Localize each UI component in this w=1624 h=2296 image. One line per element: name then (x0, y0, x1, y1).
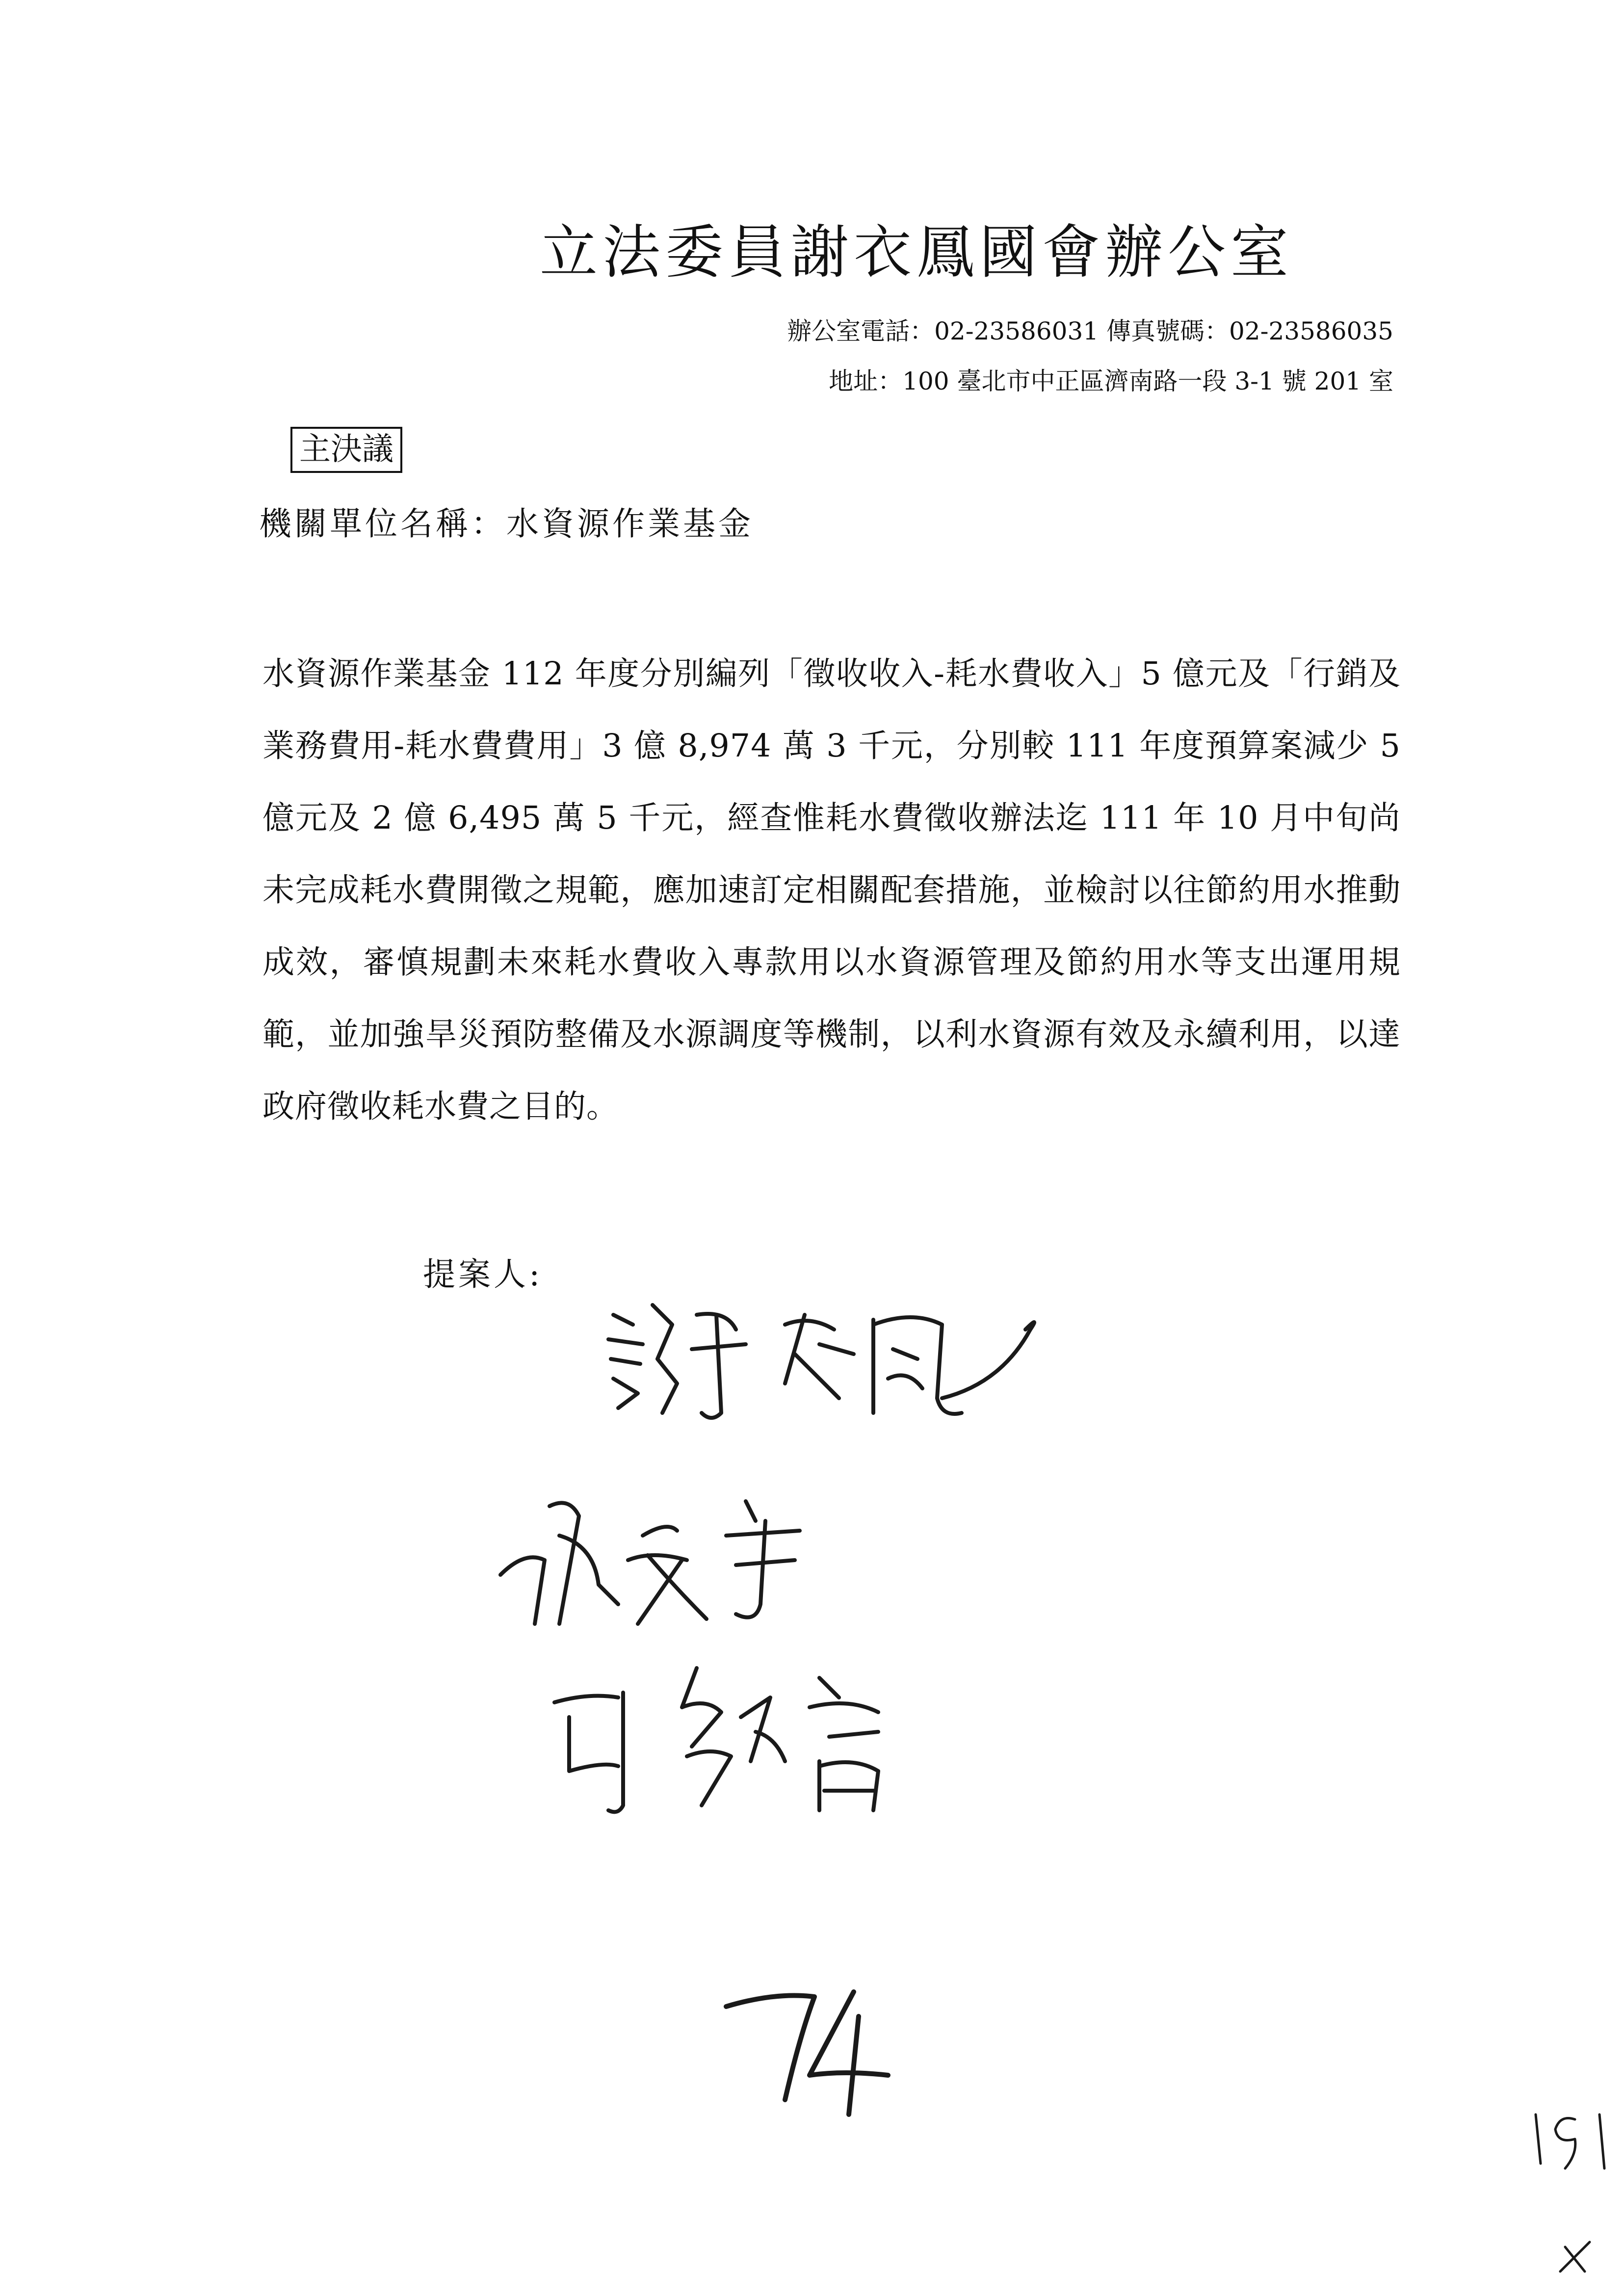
agency-name: 機關單位名稱：水資源作業基金 (259, 505, 754, 543)
handwritten-proposal-number (711, 1977, 898, 2124)
office-phone-fax: 辦公室電話：02-23586031 傳真號碼：02-23586035 (787, 317, 1393, 345)
signature-1 (599, 1285, 1050, 1433)
signature-3 (545, 1648, 917, 1825)
office-address: 地址：100 臺北市中正區濟南路一段 3-1 號 201 室 (829, 367, 1393, 395)
proposer-label: 提案人: (423, 1255, 543, 1293)
handwritten-page-number (1526, 2095, 1619, 2291)
resolution-text: 水資源作業基金 112 年度分別編列「徵收收入-耗水費收入」5 億元及「行銷及業務費用-耗水費費用」3 億 8,974 萬 3 千元，分別較 111 年度預算案減少 5 億元及 2 億 6,495 萬 5 千元，經查惟耗水費徵收辦法迄 111 年 10 月中旬尚未完成耗水費開徵之規範，應加速訂定相關配套措施，並檢討以往節約用水推動成效，審慎規劃未來耗水費收入專款用以水資源管理及節約用水等支出運用規範，並加強旱災預防整備及水源調度等機制，以利水資源有效及永續利用，以達政府徵收耗水費之目的。 (262, 655, 1401, 1125)
page-title: 立法委員謝衣鳳國會辦公室 (540, 218, 1294, 286)
decision-label: 主決議 (290, 427, 402, 473)
signature-2 (481, 1477, 864, 1639)
